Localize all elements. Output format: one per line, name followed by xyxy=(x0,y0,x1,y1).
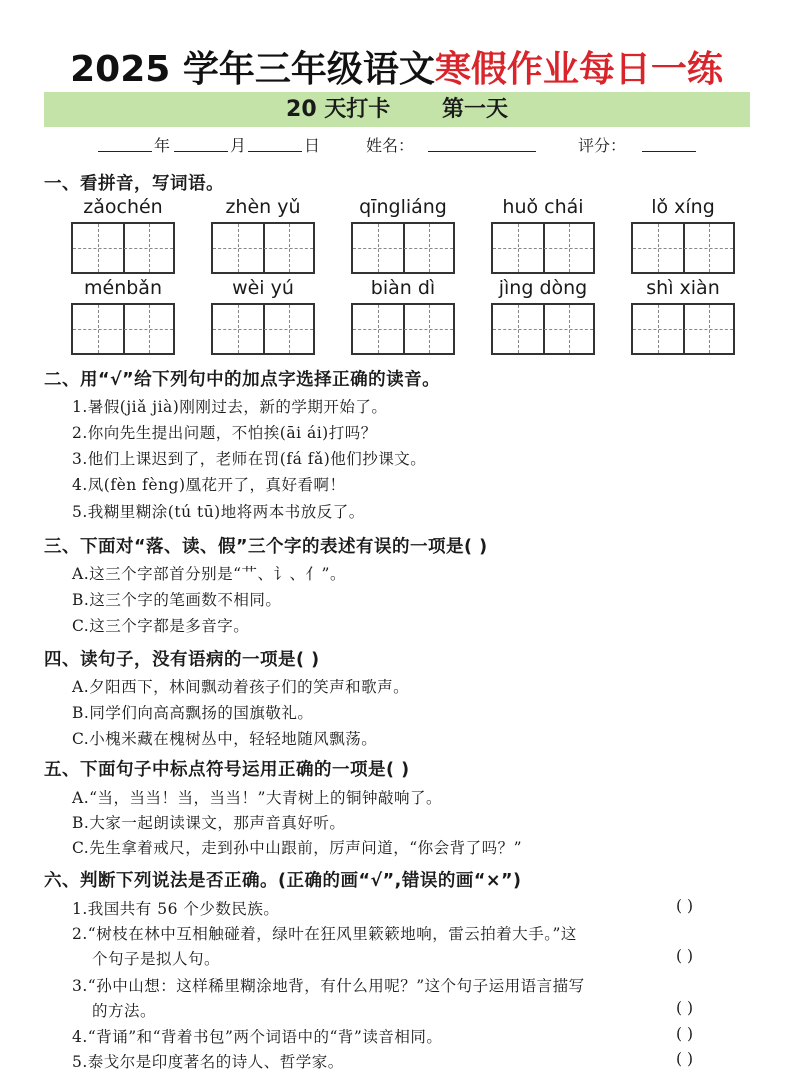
judge-item: 5.泰戈尔是印度著名的诗人、哲学家。 xyxy=(72,1053,344,1071)
pinyin-label: lǒ xíng xyxy=(651,196,715,218)
pinyin-label: shì xiàn xyxy=(646,277,720,299)
tianzige-box[interactable] xyxy=(631,303,735,355)
option-item: A.夕阳西下，林间飘动着孩子们的笑声和歌声。 xyxy=(72,678,410,696)
year-label: 年 xyxy=(154,136,171,155)
option-item: C.这三个字都是多音字。 xyxy=(72,617,250,635)
judge-item: 3.“孙中山想：这样稀里糊涂地背，有什么用呢？”这个句子运用语言描写 xyxy=(72,977,585,995)
tianzige-box[interactable] xyxy=(71,303,175,355)
month-label: 月 xyxy=(230,136,247,155)
day-blank[interactable] xyxy=(248,134,302,152)
score-label: 评分： xyxy=(578,136,627,155)
question-item: 3.他们上课迟到了，老师在罚(fá fǎ)他们抄课文。 xyxy=(72,450,427,468)
pinyin-label: zhèn yǔ xyxy=(225,196,301,218)
title-main: 2025 学年三年级语文 xyxy=(70,49,435,90)
option-item: C.小槐米藏在槐树丛中，轻轻地随风飘荡。 xyxy=(72,730,378,748)
judge-item: 2.“树枝在林中互相触碰着，绿叶在狂风里簌簌地响，雷云拍着大手。”这 xyxy=(72,925,577,943)
judge-item-cont: 个句子是拟人句。 xyxy=(92,950,221,968)
option-item: B.同学们向高高飘扬的国旗敬礼。 xyxy=(72,704,314,722)
pinyin-label: ménbǎn xyxy=(84,277,162,299)
month-blank[interactable] xyxy=(174,134,228,152)
section4-heading: 四、读句子，没有语病的一项是( ) xyxy=(44,650,320,670)
page-title xyxy=(0,44,793,96)
question-item: 1.暑假(jiǎ jià)刚刚过去，新的学期开始了。 xyxy=(72,398,388,416)
score-blank[interactable] xyxy=(642,134,696,152)
section6-heading: 六、判断下列说法是否正确。(正确的画“√”,错误的画“×”) xyxy=(44,871,522,891)
year-blank[interactable] xyxy=(98,134,152,152)
tianzige-box[interactable] xyxy=(491,303,595,355)
day-banner xyxy=(44,92,750,127)
section3-heading: 三、下面对“落、读、假”三个字的表述有误的一项是( ) xyxy=(44,537,488,557)
judge-item-cont: 的方法。 xyxy=(92,1002,157,1020)
option-item: A.这三个字部首分别是“艹、讠、亻”。 xyxy=(72,565,346,583)
name-label: 姓名： xyxy=(366,136,415,155)
answer-paren[interactable]: ( ) xyxy=(676,1050,694,1068)
section1-heading: 一、看拼音，写词语。 xyxy=(44,174,224,194)
section2-heading: 二、用“√”给下列句中的加点字选择正确的读音。 xyxy=(44,370,441,390)
pinyin-label: wèi yú xyxy=(232,277,294,299)
option-item: B.大家一起朗读课文，那声音真好听。 xyxy=(72,814,346,832)
banner-checkin: 20 天打卡 xyxy=(286,97,391,122)
question-item: 2.你向先生提出问题，不怕挨(āi ái)打吗？ xyxy=(72,424,377,442)
answer-paren[interactable]: ( ) xyxy=(676,897,694,915)
answer-paren[interactable]: ( ) xyxy=(676,999,694,1017)
option-item: B.这三个字的笔画数不相同。 xyxy=(72,591,282,609)
pinyin-label: huǒ chái xyxy=(502,196,584,218)
answer-paren[interactable]: ( ) xyxy=(676,947,694,965)
tianzige-box[interactable] xyxy=(491,222,595,274)
title-highlight: 寒假作业每日一练 xyxy=(434,49,723,90)
info-line xyxy=(0,134,793,158)
tianzige-box[interactable] xyxy=(631,222,735,274)
judge-item: 4.“背诵”和“背着书包”两个词语中的“背”读音相同。 xyxy=(72,1028,443,1046)
answer-paren[interactable]: ( ) xyxy=(676,1025,694,1043)
tianzige-box[interactable] xyxy=(351,222,455,274)
tianzige-box[interactable] xyxy=(351,303,455,355)
pinyin-label: qīngliáng xyxy=(359,196,447,218)
tianzige-box[interactable] xyxy=(211,222,315,274)
name-blank[interactable] xyxy=(428,134,536,152)
option-item: A.“当，当当！当，当当！”大青树上的铜钟敲响了。 xyxy=(72,789,442,807)
option-item: C.先生拿着戒尺，走到孙中山跟前，厉声问道，“你会背了吗？” xyxy=(72,839,523,857)
question-item: 4.凤(fèn fèng)凰花开了，真好看啊！ xyxy=(72,476,346,494)
banner-day: 第一天 xyxy=(441,97,508,122)
section5-heading: 五、下面句子中标点符号运用正确的一项是( ) xyxy=(44,760,410,780)
pinyin-label: zǎochén xyxy=(83,196,163,218)
tianzige-box[interactable] xyxy=(71,222,175,274)
tianzige-box[interactable] xyxy=(211,303,315,355)
day-label: 日 xyxy=(304,136,321,155)
judge-item: 1.我国共有 56 个少数民族。 xyxy=(72,900,280,918)
pinyin-label: jìng dòng xyxy=(498,277,588,299)
pinyin-label: biàn dì xyxy=(370,277,436,299)
question-item: 5.我糊里糊涂(tú tū)地将两本书放反了。 xyxy=(72,503,365,521)
